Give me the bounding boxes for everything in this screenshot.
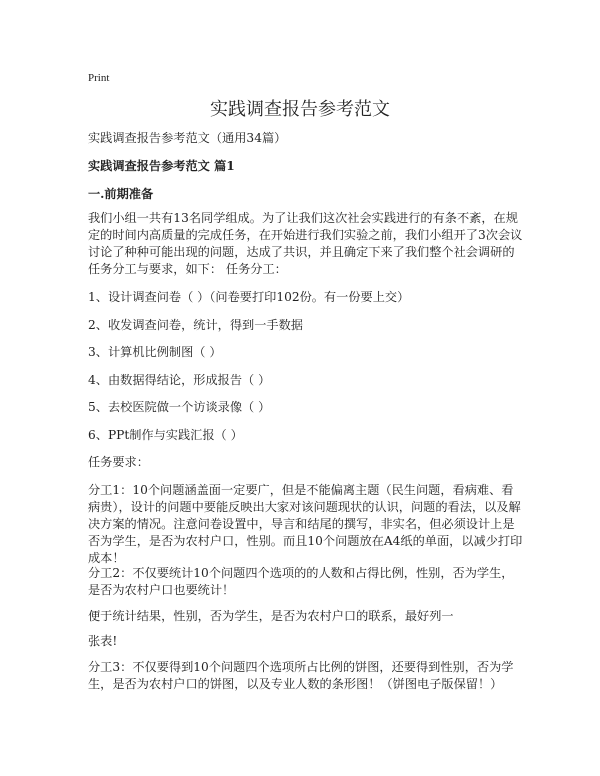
requirements-label: 任务要求： bbox=[88, 455, 149, 469]
print-link[interactable]: Print bbox=[88, 72, 110, 84]
requirement-paragraph: 分工1：10个问题涵盖面一定要广，但是不能偏离主题（民生问题，看病难、看病贵），设计的问题中要能反映出大家对该问题现状的认识，问题的看法，以及解决方案的情况。注意问卷设置中，导言和结尾的撰写，非实名，但必须设计上是否为学生，是否为农村户口，性别。而且10个问题放在A4纸的单面，以减少打印成本！ bbox=[88, 483, 523, 565]
intro-paragraph: 我们小组一共有13名同学组成。为了让我们这次社会实践进行的有条不紊，在规定的时间内高质量的完成任务，在开始进行我们实验之前，我们小组开了3次会议讨论了种种可能出现的问题，达成了共识，并且确定下来了我们整个社会调研的任务分工与要求，如下： 任务分工： bbox=[88, 211, 523, 276]
requirement-paragraph: 张表! bbox=[88, 634, 118, 648]
task-item: 1、设计调查问卷（ ）（问卷要打印102份。有一份要上交） bbox=[88, 290, 410, 304]
task-item: 4、由数据得结论，形成报告（ ） bbox=[88, 373, 271, 387]
requirement-paragraph: 分工2：不仅要统计10个问题四个选项的的人数和占得比例，性别，否为学生，是否为农村户口也要统计！ bbox=[88, 566, 514, 597]
subsection-heading: 一.前期准备 bbox=[88, 187, 154, 201]
section-heading: 实践调查报告参考范文 篇1 bbox=[88, 159, 235, 173]
task-item: 5、去校医院做一个访谈录像（ ） bbox=[88, 400, 271, 414]
task-item: 6、PPt制作与实践汇报（ ） bbox=[88, 428, 243, 442]
page-title: 实践调查报告参考范文 bbox=[210, 99, 390, 120]
task-item: 3、计算机比例制图（ ） bbox=[88, 345, 222, 359]
requirement-paragraph: 便于统计结果，性别，否为学生，是否为农村户口的联系，最好列一 bbox=[88, 609, 454, 623]
task-item: 2、收发调查问卷，统计，得到一手数据 bbox=[88, 318, 303, 332]
requirement-paragraph: 分工3：不仅要得到10个问题四个选项所占比例的饼图，还要得到性别，否为学生，是否为农村户口的饼图，以及专业人数的条形图！（饼图电子版保留！） bbox=[88, 660, 514, 691]
subtitle: 实践调查报告参考范文（通用34篇） bbox=[88, 131, 287, 145]
